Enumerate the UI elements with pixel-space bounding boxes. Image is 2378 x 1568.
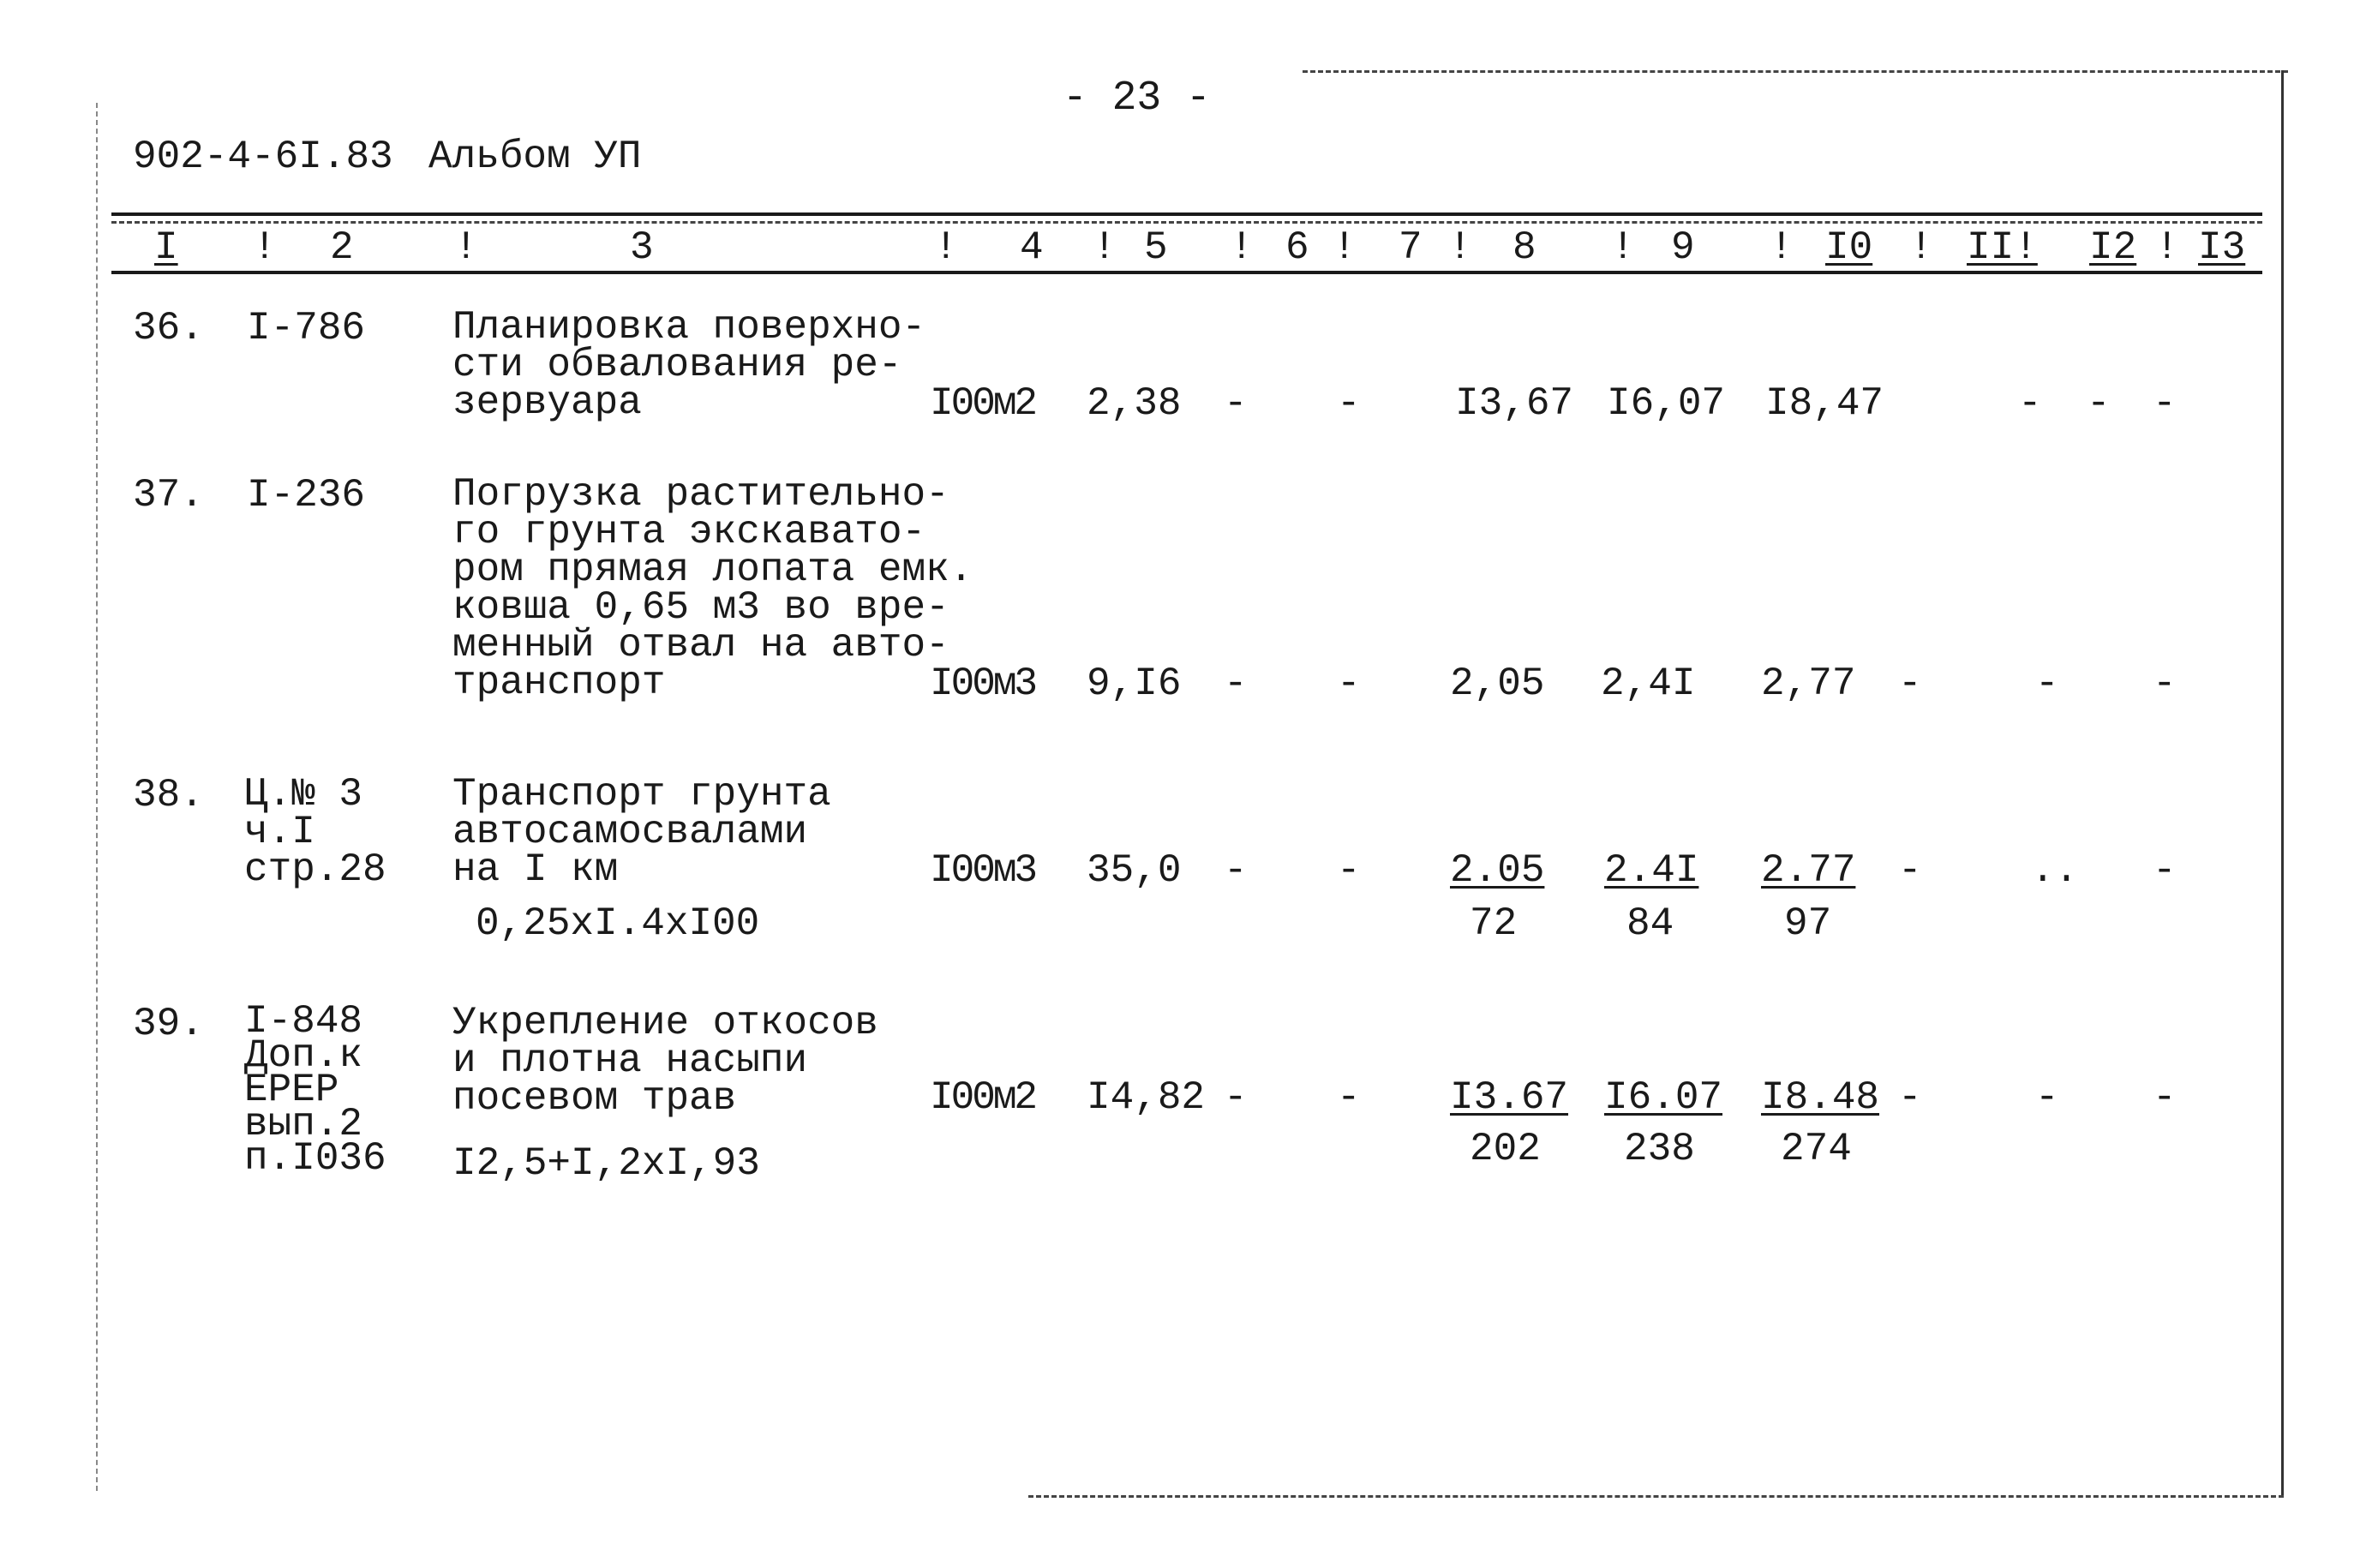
row-quantity: 9,I6 bbox=[1087, 661, 1182, 706]
cell-12: - bbox=[2035, 1075, 2059, 1120]
col-header-10: I0 bbox=[1825, 225, 1873, 270]
col-sep: ! bbox=[1230, 225, 1254, 270]
cell-11: - bbox=[1898, 1075, 1922, 1120]
col-sep: ! bbox=[454, 225, 478, 270]
row-description: Укрепление откосов и плотна насыпи посевом трав bbox=[452, 1001, 878, 1121]
col-sep: ! bbox=[2155, 225, 2179, 270]
row-formula: 0,25xI.4xI00 bbox=[476, 901, 760, 946]
cell-7: - bbox=[1337, 661, 1361, 706]
col-sep: ! bbox=[934, 225, 958, 270]
row-quantity: 35,0 bbox=[1087, 848, 1182, 893]
col-header-8: 8 bbox=[1512, 225, 1536, 270]
row-description: Планировка поверхно- сти обвалования ре- зервуара bbox=[452, 305, 926, 425]
col-header-2: 2 bbox=[330, 225, 354, 270]
cell-13: - bbox=[2153, 661, 2177, 706]
col-sep: ! bbox=[1448, 225, 1472, 270]
cell-8-total: 202 bbox=[1470, 1127, 1541, 1171]
cell-13: - bbox=[2153, 381, 2177, 426]
col-header-12: I2 bbox=[2089, 225, 2137, 270]
top-border bbox=[1303, 70, 2288, 73]
cell-10: I8.48 bbox=[1761, 1075, 1880, 1120]
row-number: 38. bbox=[133, 773, 204, 817]
col-sep: ! bbox=[1770, 225, 1794, 270]
col-header-5: 5 bbox=[1144, 225, 1168, 270]
row-unit: I00м3 bbox=[930, 848, 1036, 893]
row-number: 37. bbox=[133, 473, 204, 518]
cell-10-total: 97 bbox=[1784, 901, 1832, 946]
cell-8: 2.05 bbox=[1450, 848, 1545, 893]
doc-code: 902-4-6I.83 bbox=[133, 135, 393, 179]
row-description: Погрузка растительно- го грунта экскавато- ром прямая лопата емк. ковша 0,65 м3 во вре- менный отвал на авто- транспорт bbox=[452, 472, 973, 705]
col-header-13: I3 bbox=[2198, 225, 2246, 270]
row-unit: I00м3 bbox=[930, 661, 1036, 706]
cell-8-total: 72 bbox=[1470, 901, 1518, 946]
row-code: Ц.№ 3 ч.I стр.28 bbox=[244, 772, 386, 892]
row-unit: I00м2 bbox=[930, 381, 1036, 426]
col-header-7: 7 bbox=[1399, 225, 1423, 270]
cell-6: - bbox=[1224, 848, 1248, 893]
cell-11: - bbox=[1898, 848, 1922, 893]
cell-7: - bbox=[1337, 848, 1361, 893]
header-rule-top-dash bbox=[111, 221, 2262, 224]
right-border bbox=[2281, 70, 2284, 1497]
col-sep: ! bbox=[253, 225, 277, 270]
col-sep: ! bbox=[1333, 225, 1357, 270]
row-number: 39. bbox=[133, 1002, 204, 1046]
row-formula: I2,5+I,2xI,93 bbox=[452, 1141, 760, 1186]
col-header-1: I bbox=[154, 225, 178, 270]
cell-10: I8,47 bbox=[1765, 381, 1884, 426]
cell-10-total: 274 bbox=[1781, 1127, 1852, 1171]
cell-9: I6,07 bbox=[1607, 381, 1726, 426]
row-number: 36. bbox=[133, 306, 204, 350]
cell-6: - bbox=[1224, 1075, 1248, 1120]
row-unit: I00м2 bbox=[930, 1075, 1036, 1120]
row-description: Транспорт грунта автосамосвалами на I км bbox=[452, 772, 831, 892]
bottom-border bbox=[1028, 1495, 2284, 1498]
page-number: - 23 - bbox=[1063, 75, 1211, 122]
row-code: I-236 bbox=[247, 473, 366, 518]
cell-10: 2,77 bbox=[1761, 661, 1856, 706]
cell-10: 2.77 bbox=[1761, 848, 1856, 893]
cell-6: - bbox=[1224, 381, 1248, 426]
header-rule-bottom bbox=[111, 271, 2262, 274]
cell-13: - bbox=[2153, 1075, 2177, 1120]
col-sep: ! bbox=[1611, 225, 1635, 270]
col-header-9: 9 bbox=[1671, 225, 1695, 270]
col-header-6: 6 bbox=[1285, 225, 1309, 270]
cell-13: - bbox=[2153, 848, 2177, 893]
cell-12: - bbox=[2035, 661, 2059, 706]
col-sep: ! bbox=[1909, 225, 1933, 270]
left-margin-mark bbox=[96, 103, 98, 1491]
row-quantity: I4,82 bbox=[1087, 1075, 1206, 1120]
col-header-4: 4 bbox=[1020, 225, 1044, 270]
cell-9-total: 84 bbox=[1626, 901, 1674, 946]
cell-7: - bbox=[1337, 381, 1361, 426]
header-rule-top bbox=[111, 212, 2262, 216]
cell-9: I6.07 bbox=[1604, 1075, 1723, 1120]
col-sep: ! bbox=[1093, 225, 1117, 270]
cell-11: - bbox=[1898, 661, 1922, 706]
cell-9: 2.4I bbox=[1604, 848, 1699, 893]
row-code: I-848 Доп.к ЕРЕР вып.2 п.I036 bbox=[244, 999, 386, 1181]
cell-8: I3,67 bbox=[1455, 381, 1574, 426]
cell-6: - bbox=[1224, 661, 1248, 706]
cell-12: .. bbox=[2031, 848, 2079, 893]
album-title: Альбом УП bbox=[428, 135, 642, 179]
cell-12: - bbox=[2087, 381, 2111, 426]
row-code: I-786 bbox=[247, 306, 366, 350]
col-header-11: II! bbox=[1967, 225, 2038, 270]
cell-11: - bbox=[2018, 381, 2042, 426]
col-header-3: 3 bbox=[630, 225, 654, 270]
cell-9: 2,4I bbox=[1601, 661, 1696, 706]
row-quantity: 2,38 bbox=[1087, 381, 1182, 426]
cell-9-total: 238 bbox=[1624, 1127, 1695, 1171]
cell-8: 2,05 bbox=[1450, 661, 1545, 706]
cell-8: I3.67 bbox=[1450, 1075, 1569, 1120]
cell-7: - bbox=[1337, 1075, 1361, 1120]
